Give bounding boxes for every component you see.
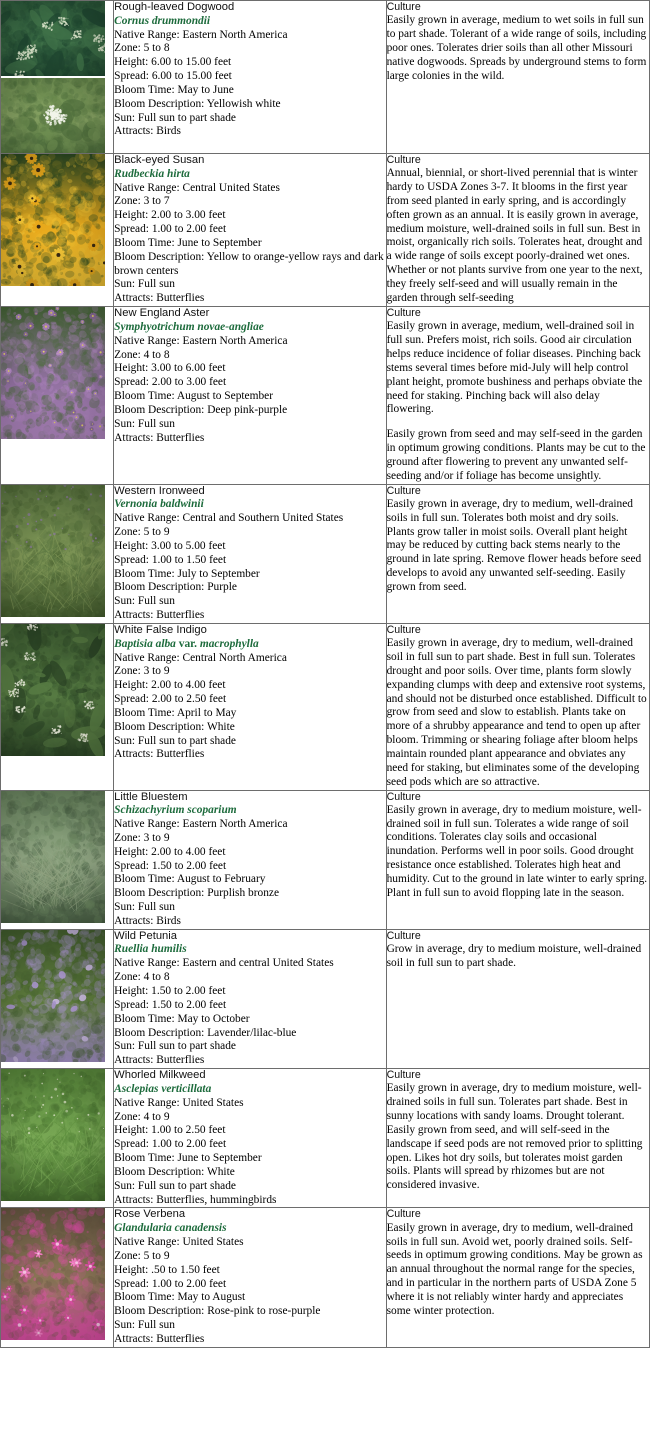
- attracts-line: Attracts: Butterflies, hummingbirds: [114, 1193, 277, 1206]
- native-range-line: Native Range: Eastern North America: [114, 28, 288, 41]
- scientific-name-binomial: Glandularia canadensis: [114, 1222, 227, 1235]
- dogwood-flower-photo-canvas: [1, 78, 105, 153]
- zone-line: Zone: 5 to 9: [114, 1249, 170, 1262]
- culture-body: [387, 1222, 649, 1319]
- culture-paragraph: Easily grown in average, dry to medium, well-drained soils in full sun. Avoid wet, poorly drained soils. Self-seeds in optimum growing conditions. May be grown as an annual throughout the normal range for the species, and in particular in the northern parts of USDA Zone 5 where it is not reliably winter hardy and appreciates some winter protection.: [386, 1221, 643, 1317]
- plant-culture-cell: [386, 1208, 649, 1347]
- height-line: Height: 2.00 to 3.00 feet: [114, 209, 226, 222]
- plant-row: [1, 790, 650, 929]
- scientific-name-binomial: Baptisia alba: [114, 637, 176, 650]
- sun-line: Sun: Full sun: [114, 417, 175, 430]
- height-line: Height: 2.00 to 4.00 feet: [114, 679, 226, 692]
- scientific-name-binomial: Symphyotrichum novae-angliae: [114, 320, 264, 333]
- bloom-description-line: Bloom Description: Deep pink-purple: [114, 403, 288, 416]
- culture-paragraph: Easily grown in average, medium to wet soils in full sun to part shade. Tolerant of a wide range of soils, including poor ones. Tolerates drier soils than all other Missouri native dogwoods. Spreads by underground stems to form large colonies in the wild.: [386, 14, 647, 82]
- plant-row: [1, 1, 650, 154]
- whorled-milkweed-photo: [1, 1069, 105, 1201]
- sun-line: Sun: Full sun to part shade: [114, 1179, 236, 1192]
- plant-info-cell: [114, 484, 386, 623]
- photo-stack: [1, 1, 113, 153]
- scientific-name: [114, 1083, 385, 1097]
- culture-body: [387, 943, 649, 971]
- rose-verbena-photo: [1, 1208, 105, 1340]
- bloom-description-line: Bloom Description: Rose-pink to rose-purple: [114, 1305, 321, 1318]
- height-line: Height: 1.00 to 2.50 feet: [114, 1124, 226, 1137]
- common-name: Black-eyed Susan: [114, 154, 205, 166]
- plant-photo-cell: [1, 484, 114, 623]
- bloom-time-line: Bloom Time: July to September: [114, 567, 260, 580]
- sun-line: Sun: Full sun: [114, 901, 175, 914]
- attracts-line: Attracts: Butterflies: [114, 431, 205, 444]
- scientific-name: [114, 638, 385, 652]
- spread-line: Spread: 2.00 to 2.50 feet: [114, 693, 227, 706]
- plant-info-cell: [114, 307, 386, 485]
- culture-heading: Culture: [386, 154, 421, 166]
- plant-row: [1, 623, 650, 790]
- scientific-name-binomial: Schizachyrium scoparium: [114, 804, 237, 817]
- culture-paragraph: Easily grown in average, dry to medium, well-drained soils in full sun. Tolerates both moist and dry soils. Plants grow taller in moist soils. Overall plant height may be reduced by cutting back stems nearly to the ground in late spring. Remove flower heads before seed develops to avoid any unwanted self-seeding. Easily grown from seed.: [386, 497, 642, 593]
- plant-row: [1, 1069, 650, 1208]
- bloom-description-line: Bloom Description: Purplish bronze: [114, 887, 280, 900]
- plant-culture-cell: [386, 484, 649, 623]
- spread-line: Spread: 1.00 to 2.00 feet: [114, 1277, 227, 1290]
- spread-line: Spread: 1.50 to 2.00 feet: [114, 859, 227, 872]
- zone-line: Zone: 5 to 9: [114, 526, 170, 539]
- plant-culture-cell: [386, 1, 649, 154]
- plant-table-body: [1, 1, 650, 1348]
- culture-body: [387, 498, 649, 595]
- scientific-name-binomial: Vernonia baldwinii: [114, 498, 204, 511]
- dogwood-foliage-photo-canvas: [1, 1, 105, 76]
- sun-line: Sun: Full sun to part shade: [114, 111, 236, 124]
- scientific-name: [114, 168, 385, 182]
- attracts-line: Attracts: Butterflies: [114, 1054, 205, 1067]
- plant-info-cell: [114, 929, 386, 1068]
- plant-photo-cell: [1, 1, 114, 154]
- rose-verbena-photo-canvas: [1, 1208, 105, 1340]
- zone-line: Zone: 4 to 8: [114, 348, 170, 361]
- bloom-time-line: Bloom Time: April to May: [114, 706, 237, 719]
- culture-paragraph: Easily grown in average, dry to medium moisture, well-drained soils in full sun. Tolerates part shade. Best in sunny locations with sandy loams. Drought tolerant. Easily grown from seed, and will self-seed in the landscape if seed pods are not removed prior to splitting open. Likes hot dry soils, but tolerates moist garden soils. Plants will spread by rhizomes but are not considered invasive.: [386, 1082, 643, 1192]
- native-range-line: Native Range: Eastern and central United States: [114, 957, 334, 970]
- photo-stack: [1, 791, 113, 923]
- culture-heading: Culture: [386, 929, 421, 942]
- native-range-line: Native Range: Central United States: [114, 181, 280, 194]
- sun-line: Sun: Full sun: [114, 1319, 175, 1332]
- black-eyed-susan-photo: [1, 154, 105, 286]
- western-ironweed-photo-canvas: [1, 485, 105, 617]
- dogwood-foliage-photo: [1, 1, 105, 76]
- attracts-line: Attracts: Butterflies: [114, 748, 205, 761]
- plant-row: [1, 484, 650, 623]
- bloom-description-line: Bloom Description: Purple: [114, 581, 237, 594]
- native-range-line: Native Range: Eastern North America: [114, 818, 288, 831]
- wild-petunia-photo: [1, 930, 105, 1062]
- common-name: White False Indigo: [114, 623, 207, 636]
- plant-photo-cell: [1, 790, 114, 929]
- bloom-time-line: Bloom Time: June to September: [114, 236, 262, 249]
- common-name: New England Aster: [114, 307, 210, 320]
- white-false-indigo-photo-canvas: [1, 624, 105, 756]
- scientific-name: [114, 943, 385, 957]
- plant-culture-cell: [386, 929, 649, 1068]
- plant-photo-cell: [1, 623, 114, 790]
- attracts-line: Attracts: Birds: [114, 914, 181, 927]
- plant-photo-cell: [1, 154, 114, 307]
- height-line: Height: .50 to 1.50 feet: [114, 1263, 220, 1276]
- bloom-time-line: Bloom Time: August to February: [114, 873, 266, 886]
- spread-line: Spread: 1.00 to 2.00 feet: [114, 1138, 227, 1151]
- attracts-line: Attracts: Butterflies: [114, 609, 205, 622]
- height-line: Height: 1.50 to 2.00 feet: [114, 985, 226, 998]
- plant-culture-cell: [386, 1069, 649, 1208]
- spread-line: Spread: 2.00 to 3.00 feet: [114, 376, 227, 389]
- culture-heading: Culture: [386, 307, 421, 320]
- common-name: Western Ironweed: [114, 484, 205, 497]
- whorled-milkweed-photo-canvas: [1, 1069, 105, 1201]
- plant-culture-cell: [386, 307, 649, 485]
- plant-photo-cell: [1, 1069, 114, 1208]
- culture-heading: Culture: [386, 1208, 421, 1221]
- little-bluestem-photo-canvas: [1, 791, 105, 923]
- attracts-line: Attracts: Butterflies: [114, 292, 205, 305]
- scientific-name: [114, 321, 385, 335]
- scientific-name: [114, 804, 385, 818]
- spread-line: Spread: 1.50 to 2.00 feet: [114, 998, 227, 1011]
- culture-paragraph: Easily grown from seed and may self-seed in the garden in optimum growing conditions. Plants may be cut to the ground after flowering to prevent any unwanted self-seeding and/or if foliage has become unsightly.: [386, 428, 646, 482]
- plant-info-cell: [114, 1069, 386, 1208]
- native-range-line: Native Range: United States: [114, 1096, 244, 1109]
- zone-line: Zone: 4 to 9: [114, 1110, 170, 1123]
- native-range-line: Native Range: Central and Southern United States: [114, 512, 344, 525]
- plant-info-cell: [114, 1, 386, 154]
- scientific-name-binomial: Cornus drummondii: [114, 14, 211, 27]
- attracts-line: Attracts: Birds: [114, 125, 181, 138]
- common-name: Rough-leaved Dogwood: [114, 1, 235, 13]
- sun-line: Sun: Full sun to part shade: [114, 1040, 236, 1053]
- scientific-name-binomial: Ruellia humilis: [114, 943, 187, 956]
- new-england-aster-photo-canvas: [1, 307, 105, 439]
- plant-row: [1, 1208, 650, 1347]
- culture-body: [387, 167, 649, 305]
- bloom-time-line: Bloom Time: May to October: [114, 1012, 250, 1025]
- scientific-name: [114, 15, 385, 29]
- plant-row: [1, 154, 650, 307]
- western-ironweed-photo: [1, 485, 105, 617]
- bloom-description-line: Bloom Description: Lavender/lilac-blue: [114, 1026, 297, 1039]
- bloom-time-line: Bloom Time: May to June: [114, 83, 234, 96]
- bloom-time-line: Bloom Time: June to September: [114, 1152, 262, 1165]
- bloom-description-line: Bloom Description: White: [114, 720, 235, 733]
- photo-stack: [1, 307, 113, 439]
- plant-photo-cell: [1, 929, 114, 1068]
- culture-paragraph: Grow in average, dry to medium moisture, well-drained soil in full sun to part shade.: [386, 943, 642, 969]
- wild-petunia-photo-canvas: [1, 930, 105, 1062]
- plant-info-cell: [114, 790, 386, 929]
- height-line: Height: 2.00 to 4.00 feet: [114, 845, 226, 858]
- culture-body: [387, 320, 649, 483]
- photo-stack: [1, 1069, 113, 1201]
- culture-paragraph: Annual, biennial, or short-lived perennial that is winter hardy to USDA Zones 3-7. It blooms in the first year from seed planted in early spring, and is accordingly often grown as an annual. It is easily grown in average, medium moisture, well-drained soils in full sun. Best in moist, organically rich soils. Tolerates heat, drought and a wide range of soils except poorly-drained wet ones. Whether or not plants survive from one year to the next, they freely self-seed and will usually remain in the garden through self-seeding: [386, 167, 643, 304]
- sun-line: Sun: Full sun to part shade: [114, 734, 236, 747]
- plant-info-cell: [114, 1208, 386, 1347]
- plant-culture-cell: [386, 623, 649, 790]
- bloom-time-line: Bloom Time: August to September: [114, 390, 274, 403]
- plant-info-cell: [114, 154, 386, 307]
- culture-body: [387, 637, 649, 789]
- plant-photo-cell: [1, 1208, 114, 1347]
- spread-line: Spread: 6.00 to 15.00 feet: [114, 70, 232, 83]
- native-range-line: Native Range: Central North America: [114, 651, 287, 664]
- sun-line: Sun: Full sun: [114, 278, 175, 291]
- culture-heading: Culture: [386, 484, 421, 497]
- spread-line: Spread: 1.00 to 1.50 feet: [114, 553, 227, 566]
- spread-line: Spread: 1.00 to 2.00 feet: [114, 223, 227, 236]
- plant-info-cell: [114, 623, 386, 790]
- photo-stack: [1, 154, 113, 286]
- height-line: Height: 3.00 to 5.00 feet: [114, 539, 226, 552]
- height-line: Height: 6.00 to 15.00 feet: [114, 56, 232, 69]
- attracts-line: Attracts: Butterflies: [114, 1332, 205, 1345]
- white-false-indigo-photo: [1, 624, 105, 756]
- common-name: Wild Petunia: [114, 929, 177, 942]
- scientific-name-binomial: Rudbeckia hirta: [114, 167, 190, 180]
- scientific-name: [114, 1222, 385, 1236]
- bloom-time-line: Bloom Time: May to August: [114, 1291, 246, 1304]
- height-line: Height: 3.00 to 6.00 feet: [114, 362, 226, 375]
- new-england-aster-photo: [1, 307, 105, 439]
- common-name: Whorled Milkweed: [114, 1069, 206, 1082]
- culture-heading: Culture: [386, 623, 421, 636]
- native-range-line: Native Range: United States: [114, 1236, 244, 1248]
- scientific-name: [114, 498, 385, 512]
- common-name: Little Bluestem: [114, 790, 188, 803]
- bloom-description-line: Bloom Description: Yellowish white: [114, 97, 281, 110]
- plant-row: [1, 929, 650, 1068]
- culture-heading: Culture: [386, 1069, 421, 1082]
- scientific-name-binomial: Asclepias verticillata: [114, 1082, 212, 1095]
- zone-line: Zone: 3 to 9: [114, 831, 170, 844]
- culture-paragraph: Easily grown in average, dry to medium moisture, well-drained soil in full sun. Tolerates a wide range of soil conditions. Tolerates clay soils and occasional inundation. Performs well in poor soils. Good drought resistance once established. Tolerates high heat and humidity. Cut to the ground in late winter to early spring. Plant in full sun to avoid flopping late in the season.: [386, 803, 648, 899]
- black-eyed-susan-photo-canvas: [1, 154, 105, 286]
- photo-stack: [1, 624, 113, 756]
- zone-line: Zone: 3 to 7: [114, 195, 170, 208]
- culture-body: [387, 804, 649, 901]
- zone-line: Zone: 5 to 8: [114, 42, 170, 55]
- culture-body: [387, 14, 649, 83]
- zone-line: Zone: 3 to 9: [114, 665, 170, 678]
- bloom-description-line: Bloom Description: Yellow to orange-yellow rays and dark brown centers: [114, 250, 384, 277]
- culture-paragraph: Easily grown in average, dry to medium, well-drained soil in full sun to part shade. Best in full sun. Tolerates drought and poor soils. Over time, plants form slowly expanding clumps with deep and extensive root systems, and should not be disturbed once established. Difficult to grow from seed and slow to establish. Plants take on more of a shrubby appearance and tend to open up after bloom. Trimming or shearing foliage after bloom helps maintain rounded plant appearance and obviates any need for staking, but eliminates some of the developing seed pods which are so attractive.: [386, 637, 647, 788]
- dogwood-flower-photo: [1, 78, 105, 153]
- scientific-name-epithet: macrophylla: [199, 637, 259, 650]
- photo-stack: [1, 930, 113, 1062]
- plant-culture-cell: [386, 154, 649, 307]
- photo-stack: [1, 485, 113, 617]
- plant-photo-cell: [1, 307, 114, 485]
- plant-culture-cell: [386, 790, 649, 929]
- little-bluestem-photo: [1, 791, 105, 923]
- sun-line: Sun: Full sun: [114, 595, 175, 608]
- photo-stack: [1, 1208, 113, 1340]
- native-range-line: Native Range: Eastern North America: [114, 334, 288, 347]
- common-name: Rose Verbena: [114, 1208, 186, 1221]
- zone-line: Zone: 4 to 8: [114, 971, 170, 984]
- culture-heading: Culture: [386, 790, 421, 803]
- culture-paragraph: Easily grown in average, medium, well-drained soil in full sun. Prefers moist, rich soils. Good air circulation helps reduce incidence of foliar diseases. Pinching back stems several times before mid-July will help control plant height, promote bushiness and perhaps obviate the need for staking. Pinching back will also delay flowering.: [386, 320, 643, 416]
- scientific-name-rank: var.: [178, 637, 197, 650]
- culture-heading: Culture: [386, 1, 421, 13]
- plant-row: [1, 307, 650, 485]
- bloom-description-line: Bloom Description: White: [114, 1165, 235, 1178]
- culture-body: [387, 1082, 649, 1193]
